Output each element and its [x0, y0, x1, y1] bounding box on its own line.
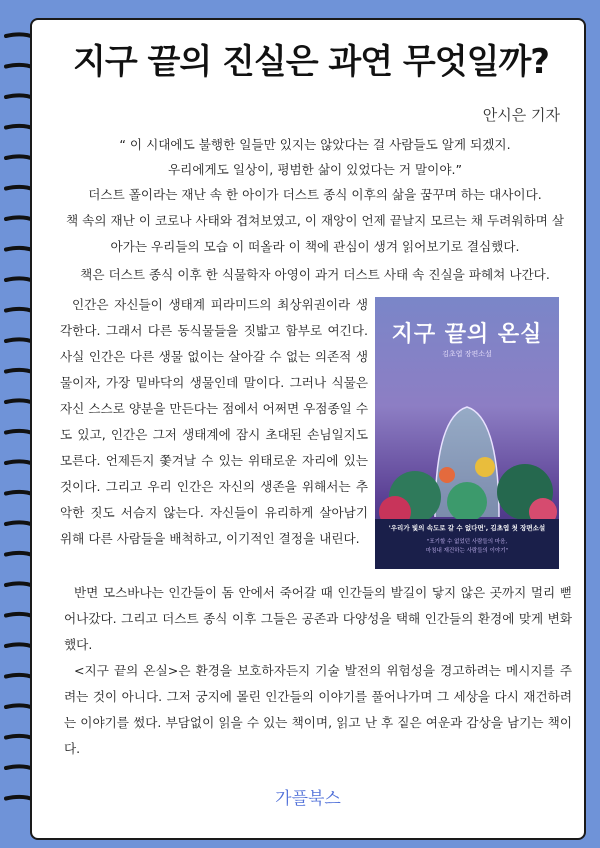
page-title: 지구 끝의 진실은 과연 무엇일까?	[72, 42, 550, 82]
book-band	[375, 519, 559, 569]
quote-line-2: 우리에게도 일상이, 평범한 삶이 있었다는 거 말이야.”	[167, 162, 463, 177]
body-paragraph-2: 반면 모스바나는 인간들이 돔 안에서 죽어갈 때 인간들의 발길이 닿지 않은 곳까지 멀리 뻗어나갔다. 그리고 더스트 종식 이후 그들은 공존과 다양성을 택해 인간들의 환경에 맞게 변화했다.	[64, 585, 572, 652]
book-cover	[375, 297, 559, 569]
book-band-line-1: '우리가 빛의 속도로 갈 수 없다면', 김초엽 첫 장편소설	[388, 524, 546, 532]
intro-paragraph-1: 더스트 폴이라는 재난 속 한 아이가 더스트 종식 이후의 삶을 꿈꾸며 하는 대사이다.	[88, 187, 542, 202]
body-paragraph-3: <지구 끝의 온실>은 환경을 보호하자든지 기술 발전의 위험성을 경고하려는 메시지를 주려는 것이 아니다. 그저 궁지에 몰린 인간들의 이야기를 풀어나가며 그 세상을 다시 재건하려는 이야기를 썼다. 부담없이 읽을 수 있는 책이며, 읽고 난 후 짙은 여운과 감상을 남기는 책이다.	[64, 663, 572, 756]
book-band-line-2: "포기할 수 없었던 사람들의 마음,	[426, 539, 508, 545]
intro-paragraph-3: 책은 더스트 종식 이후 한 식물학자 아영이 과거 더스트 사태 속 진실을 파헤쳐 나간다.	[80, 267, 550, 282]
book-author: 김초엽 장편소설	[442, 350, 492, 358]
quote-line-1: “ 이 시대에도 불행한 일들만 있지는 않았다는 걸 사람들도 알게 되겠지.	[119, 137, 511, 152]
byline: 안시은 기자	[482, 106, 560, 124]
book-title: 지구 끝의 온실	[391, 322, 543, 347]
brand-name: 가플북스	[275, 789, 341, 809]
body-column-text: 인간은 자신들이 생태계 피라미드의 최상위권이라 생각한다. 그래서 다른 동식물들을 짓밟고 함부로 여긴다. 사실 인간은 다른 생물 없이는 살아갈 수 없는 의존적 생물이자, 가장 밑바닥의 생물인데 말이다. 그러나 식물은 자신 스스로 양분을 만든다는 점에서 어쩌면 우점종일 수도 있고, 인간은 그저 생태계에 잠시 초대된 손님일지도 모른다. 언제든지 쫓겨날 수 있는 위태로운 자리에 있는 것이다. 그리고 우리 인간은 자신의 생존을 위해서는 추악한 짓도 서슴지 않는다. 자신들이 유리하게 살아남기 위해 다른 사람들을 배척하고, 이기적인 결정을 내린다.	[60, 297, 368, 546]
intro-paragraph-2: 책 속의 재난 이 코로나 사태와 겹쳐보였고, 이 재앙이 언제 끝날지 모르는 채 두려워하며 살아가는 우리들의 모습 이 떠올라 이 책에 관심이 생겨 읽어보기로 결심했다.	[65, 213, 564, 254]
book-band-line-3: 마침내 재건하는 사람들의 이야기"	[425, 548, 509, 554]
